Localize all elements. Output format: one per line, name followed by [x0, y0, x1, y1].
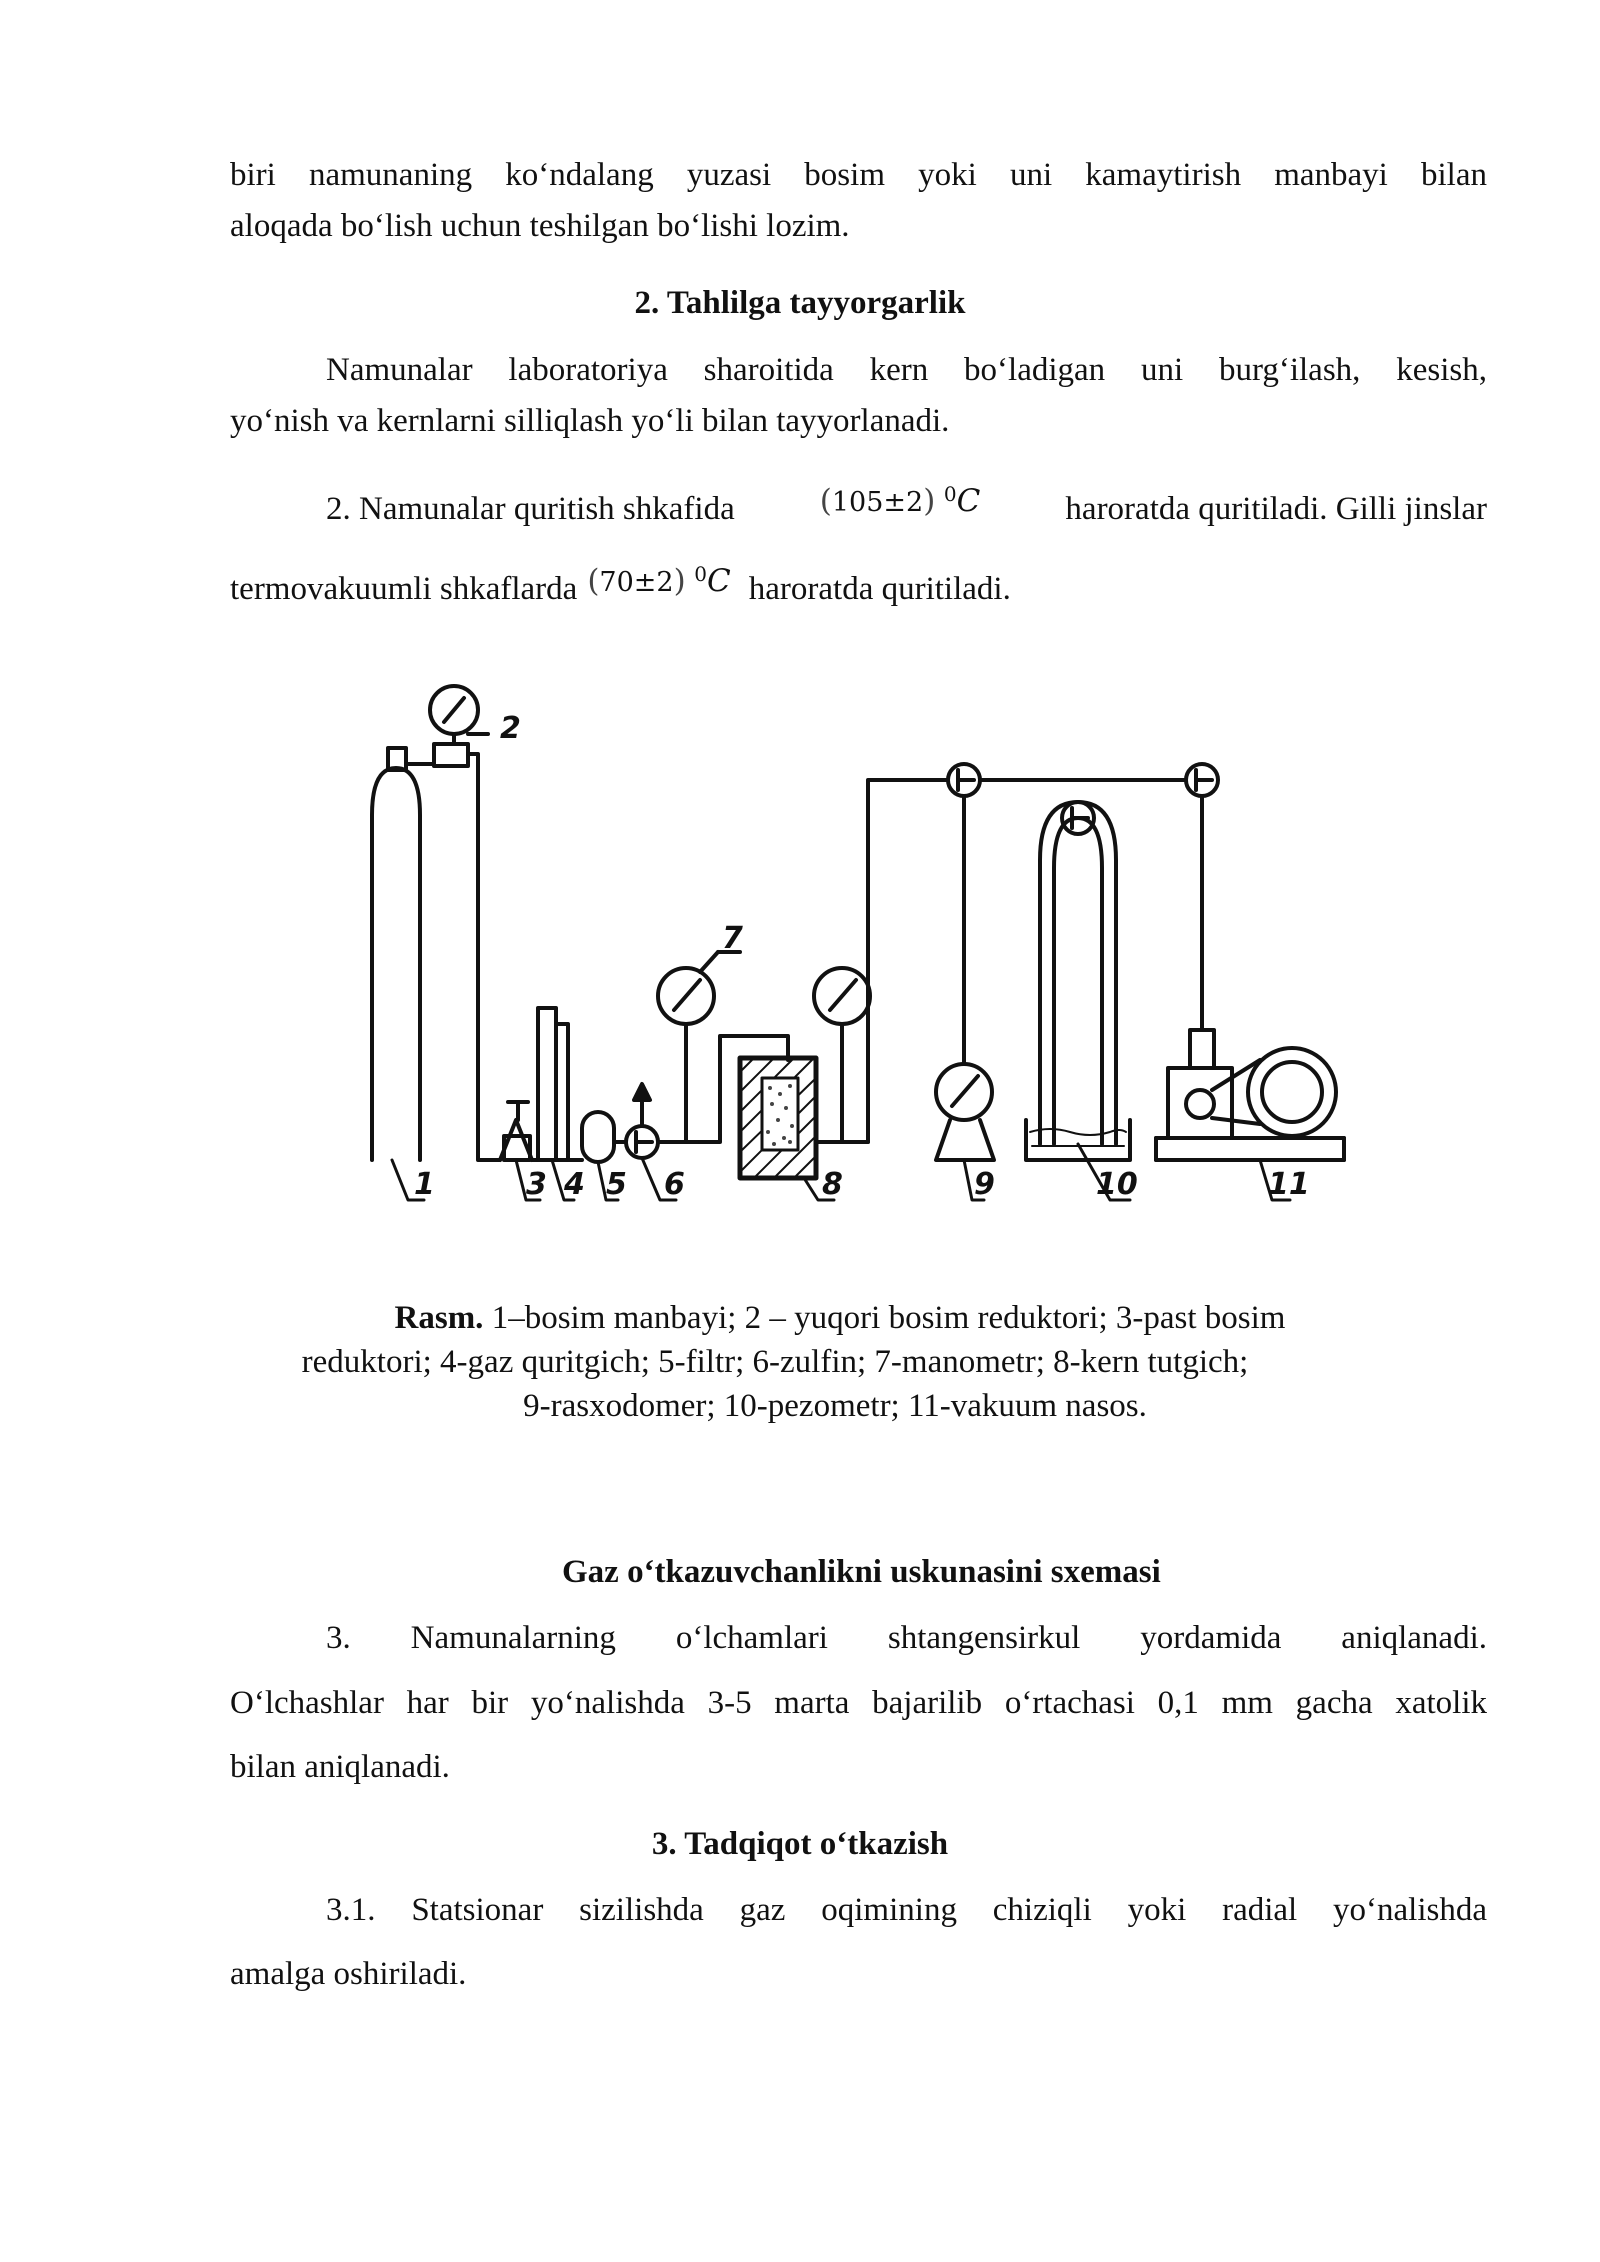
dry-line1-text-start: 2. Namunalar quritish shkafida [326, 491, 735, 527]
figure-label-9: 9 [974, 1167, 995, 1202]
research-paragraph-line-1: 3.1. Statsionar sizilishda gaz oqimining chiziqli yoki radial yo‘nalishda [326, 1892, 1487, 1928]
figure-label-5: 5 [606, 1167, 627, 1202]
core-holder [700, 780, 948, 1178]
measure-paragraph-line-3: bilan aniqlanadi. [230, 1749, 450, 1785]
temperature-value-1: 105±2 [831, 487, 924, 518]
apparatus-schematic [360, 680, 1350, 1240]
figure-label-11: 11 [1268, 1167, 1310, 1202]
gas-cylinder [372, 748, 432, 1160]
dry-line2-text-end: haroratda quritiladi. [748, 571, 1011, 607]
measure-paragraph-line-2: O‘lchashlar har bir yo‘nalishda 3-5 marta bajarilib o‘rtachasi 0,1 mm gacha xatolik [230, 1685, 1487, 1721]
figure-label-7: 7 [722, 921, 743, 956]
dry-paragraph-line-1 [326, 482, 1487, 528]
unit-celsius-1: C [956, 483, 981, 519]
low-pressure-reducer [500, 1102, 550, 1160]
dry-line2-text-start: termovakuumli shkaflarda [230, 571, 578, 607]
caption-text-1: 1–bosim manbayi; 2 – yuqori bosim reduktori; 3-past bosim [491, 1300, 1286, 1336]
figure-label-4: 4 [564, 1167, 585, 1202]
dry-line1-text-end: haroratda quritiladi. Gilli jinslar [1065, 491, 1487, 527]
caption-line-1 [300, 1296, 1320, 1340]
caption-bold-label: Rasm. [394, 1300, 484, 1336]
dry-paragraph-line-2 [230, 562, 1011, 608]
flow-meter [936, 1064, 994, 1160]
top-paragraph-line-2: aloqada bo‘lish uchun teshilgan bo‘lishi lozim. [230, 208, 850, 244]
figure-label-2: 2 [500, 711, 521, 746]
temperature-value-2: 70±2 [599, 567, 674, 598]
figure-label-10: 10 [1096, 1167, 1138, 1202]
prep-paragraph-line-1: Namunalar laboratoriya sharoitida kern bo‘ladigan uni burg‘ilash, kesish, [326, 352, 1487, 388]
figure-label-1: 1 [414, 1167, 435, 1202]
measure-paragraph-line-1: 3. Namunalarning o‘lchamlari shtangensirkul yordamida aniqlanadi. [326, 1620, 1487, 1656]
piezometer [1026, 802, 1130, 1160]
figure-label-8: 8 [822, 1167, 843, 1202]
prep-paragraph-line-2: yo‘nish va kernlarni silliqlash yo‘li bilan tayyorlanadi. [230, 403, 950, 439]
temperature-expression-2: (70±2) $^0$C [587, 562, 731, 599]
section-3-heading: 3. Tadqiqot o‘tkazish [651, 1826, 949, 1862]
gas-dryer [538, 1008, 582, 1160]
research-paragraph-line-2: amalga oshiriladi. [230, 1956, 467, 1992]
filter [582, 1112, 626, 1162]
figure-label-3: 3 [526, 1167, 547, 1202]
unit-celsius-2: C [707, 563, 731, 599]
figure-title: Gaz o‘tkazuvchanlikni uskunasini sxemasi [562, 1554, 1161, 1590]
high-pressure-reducer [430, 686, 500, 1160]
temperature-expression-1: (105±2) $^0$C [819, 482, 981, 519]
section-2-heading: 2. Tahlilga tayyorgarlik [634, 285, 966, 321]
degree-sign-1: 0 [943, 482, 957, 506]
vacuum-pump [1156, 1030, 1344, 1160]
valve [626, 1084, 700, 1158]
top-paragraph-line-1: biri namunaning ko‘ndalang yuzasi bosim yoki uni kamaytirish manbayi bilan [230, 157, 1487, 193]
figure-caption [300, 1296, 1320, 1428]
caption-line-2: reduktori; 4-gaz quritgich; 5-filtr; 6-zulfin; 7-manometr; 8-kern tutgich; [301, 1344, 1249, 1380]
top-line [948, 764, 1218, 1064]
figure-label-6: 6 [664, 1167, 685, 1202]
manometer [658, 952, 740, 1142]
caption-line-3: 9-rasxodomer; 10-pezometr; 11-vakuum nasos. [523, 1388, 1147, 1424]
degree-sign-2: 0 [694, 562, 708, 586]
